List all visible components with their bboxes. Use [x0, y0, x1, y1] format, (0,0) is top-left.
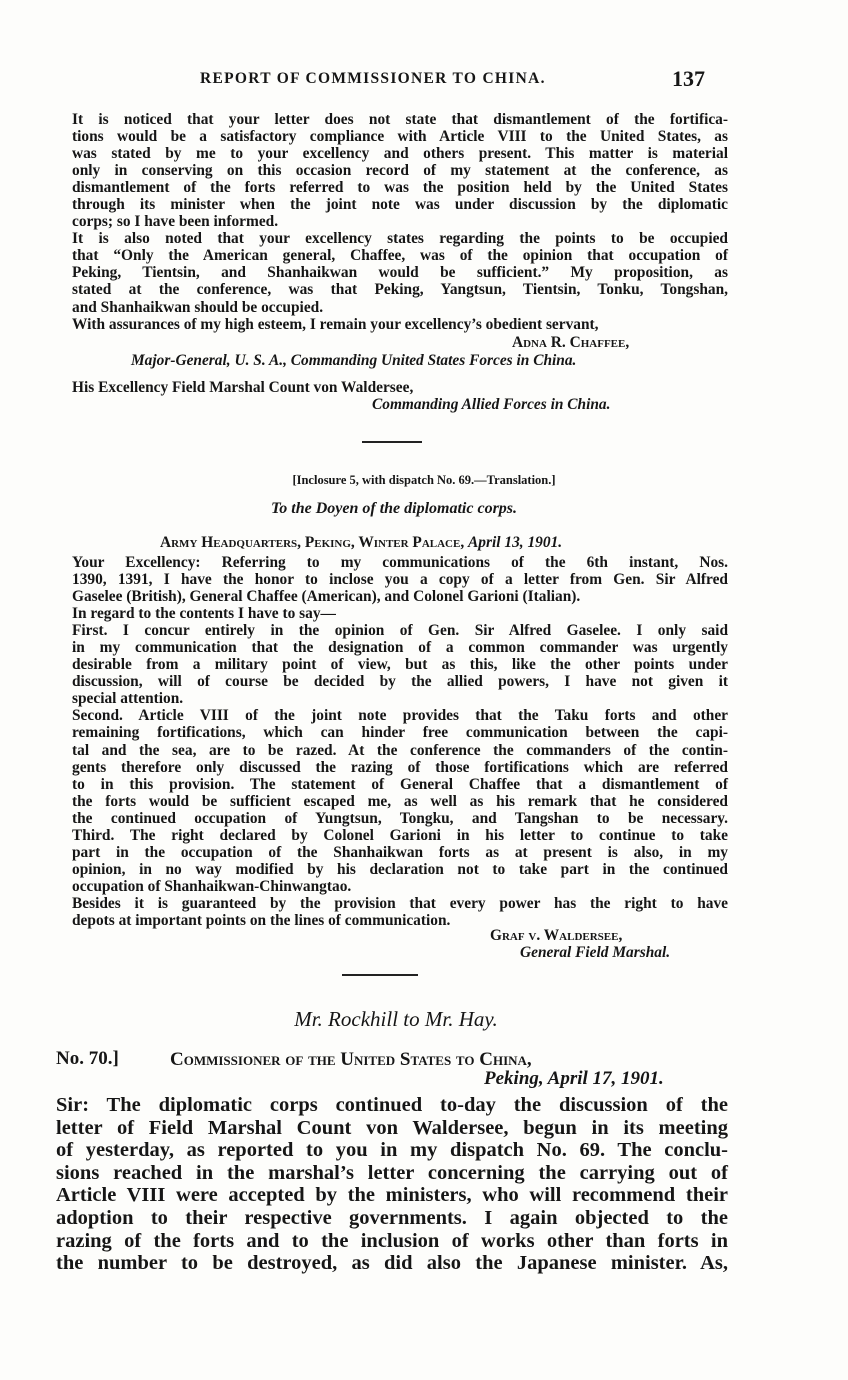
- dispatch-place-date: Peking, April 17, 1901.: [484, 1068, 664, 1089]
- text-line: Sir: The diplomatic corps continued to-day the discussion of the: [56, 1094, 728, 1116]
- text-line: of yesterday, as reported to you in my dispatch No. 69. The conclu-: [56, 1139, 728, 1162]
- text-line: adoption to their respective governments. I again objected to the: [56, 1206, 728, 1229]
- letter1-body: [72, 111, 728, 333]
- text-line: the number to be destroyed, as did also the Japanese minister. As,: [56, 1252, 728, 1275]
- inclosure-signer: Graf v. Waldersee,: [490, 927, 623, 944]
- inclosure-place: Army Headquarters, Peking, Winter Palace,: [160, 534, 465, 551]
- text-line: remaining fortifications, which can hinder free communication between the capi-: [72, 724, 728, 742]
- text-line: was stated by me to your excellency and others present. This matter is material: [72, 145, 728, 163]
- letter1-addressee-title: Commanding Allied Forces in China.: [372, 396, 611, 413]
- text-line: razing of the forts and to the inclusion of works other than forts in: [56, 1229, 728, 1252]
- text-line: tal and the sea, are to be razed. At the conference the commanders of the contin-: [72, 741, 728, 759]
- text-line: In regard to the contents I have to say—: [72, 605, 336, 623]
- text-line: dismantlement of the forts referred to was the position held by the United States: [72, 179, 728, 197]
- page-number: 137: [672, 66, 705, 91]
- text-line: desirable from a military point of view, but as this, like the other points under: [72, 656, 728, 674]
- text-line: With assurances of my high esteem, I remain your excellency’s obedient servant,: [72, 315, 599, 333]
- text-line: Article VIII were accepted by the ministers, who will recommend their: [56, 1184, 728, 1207]
- text-line: It is also noted that your excellency states regarding the points to be occupied: [72, 230, 728, 248]
- text-line: the forts would be sufficient escaped me, as well as his remark that he considered: [72, 792, 728, 810]
- text-line: Peking, Tientsin, and Shanhaikwan would be sufficient.” My proposition, as: [72, 264, 728, 282]
- section-divider: [362, 441, 422, 443]
- inclosure-signer-title: General Field Marshal.: [520, 944, 671, 961]
- text-line: Besides it is guaranteed by the provision that every power has the right to have: [72, 894, 728, 912]
- text-line: opinion, in no way modified by his declaration not to take part in the continued: [72, 860, 728, 878]
- text-line: only in conserving on this occasion record of my statement at the conference, as: [72, 162, 728, 180]
- text-line: special attention.: [72, 690, 184, 708]
- text-line: It is noticed that your letter does not state that dismantlement of the fortifica-: [72, 111, 728, 128]
- letter1-signer: Adna R. Chaffee,: [512, 334, 630, 351]
- inclosure-date: April 13, 1901.: [468, 534, 563, 551]
- text-line: gents therefore only discussed the razing of those fortifications which are referred: [72, 758, 728, 776]
- text-line: to in this provision. The statement of General Chaffee that a dismantlement of: [72, 775, 728, 793]
- text-line: the continued occupation of Yungtsun, Tongku, and Tangshan to be necessary.: [72, 809, 728, 827]
- text-line: Your Excellency: Referring to my communications of the 6th instant, Nos.: [72, 554, 728, 571]
- letter1-signer-title: Major-General, U. S. A., Commanding United States Forces in China.: [131, 352, 577, 369]
- running-title: REPORT OF COMMISSIONER TO CHINA.: [200, 70, 546, 87]
- text-line: that “Only the American general, Chaffee, was of the opinion that occupation of: [72, 247, 728, 265]
- text-line: tions would be a satisfactory compliance with Article VIII to the United States, as: [72, 128, 728, 146]
- inclosure-place-line: [160, 534, 562, 552]
- section-divider-2: [342, 974, 418, 976]
- dispatch-from: Commissioner of the United States to China,: [170, 1049, 532, 1070]
- letter1-addressee: His Excellency Field Marshal Count von Waldersee,: [72, 379, 414, 396]
- text-line: through its minister when the joint note was under discussion by the diplomatic: [72, 196, 728, 214]
- page-header: [0, 66, 848, 92]
- inclosure-addressee: To the Doyen of the diplomatic corps.: [270, 500, 518, 517]
- text-line: corps; so I have been informed.: [72, 213, 279, 231]
- text-line: sions reached in the marshal’s letter concerning the carrying out of: [56, 1161, 728, 1184]
- text-line: in my communication that the designation of a common commander was urgently: [72, 639, 728, 657]
- dispatch-body: [56, 1094, 728, 1275]
- text-line: letter of Field Marshal Count von Waldersee, begun in its meeting: [56, 1116, 728, 1139]
- text-line: Third. The right declared by Colonel Garioni in his letter to continue to take: [72, 826, 728, 844]
- text-line: and Shanhaikwan should be occupied.: [72, 298, 324, 316]
- text-line: Second. Article VIII of the joint note provides that the Taku forts and other: [72, 707, 728, 725]
- text-line: First. I concur entirely in the opinion of Gen. Sir Alfred Gaselee. I only said: [72, 622, 728, 640]
- dispatch-number: No. 70.]: [56, 1048, 119, 1069]
- text-line: discussion, will of course be decided by the allied powers, I have not given it: [72, 673, 728, 691]
- text-line: occupation of Shanhaikwan-Chinwangtao.: [72, 877, 352, 895]
- inclosure-note: [Inclosure 5, with dispatch No. 69.—Translation.]: [292, 473, 556, 487]
- dispatch-heading: Mr. Rockhill to Mr. Hay.: [294, 1007, 498, 1031]
- text-line: 1390, 1391, I have the honor to inclose you a copy of a letter from Gen. Sir Alfred: [72, 571, 728, 589]
- text-line: part in the occupation of the Shanhaikwan forts as at present is also, in my: [72, 843, 728, 861]
- text-line: stated at the conference, was that Peking, Yangtsun, Tientsin, Tonku, Tongshan,: [72, 281, 728, 299]
- text-line: Gaselee (British), General Chaffee (American), and Colonel Garioni (Italian).: [72, 588, 581, 606]
- inclosure-body: [72, 554, 728, 929]
- text-line: depots at important points on the lines of communication.: [72, 911, 451, 929]
